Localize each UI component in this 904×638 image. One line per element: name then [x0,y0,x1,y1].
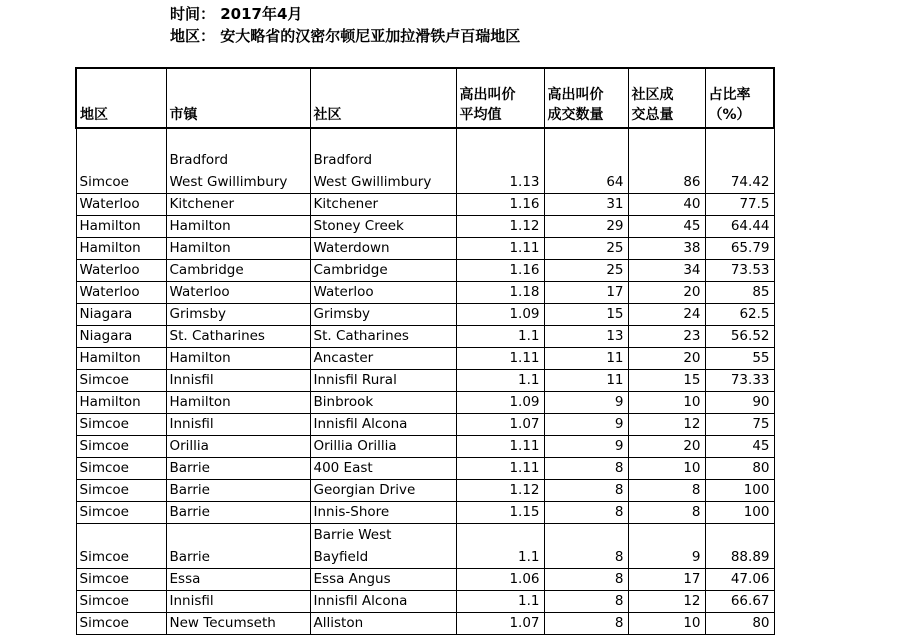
pct-cell: 75 [705,414,774,436]
community-cell [310,326,456,348]
community-cell-line: Alliston [313,615,364,631]
table-row [76,370,774,392]
column-header-line2: 交总量 [631,107,674,123]
total-cell: 9 [628,524,705,569]
total-cell: 12 [628,414,705,436]
region-cell: Simcoe [76,591,166,613]
town-cell [166,194,310,216]
avg-cell: 1.11 [456,436,544,458]
column-header-total [628,68,705,128]
avg-cell: 1.1 [456,524,544,569]
count-cell: 64 [544,128,628,194]
count-cell: 8 [544,480,628,502]
count-cell: 8 [544,591,628,613]
community-cell [310,458,456,480]
community-cell-line: Grimsby [313,306,371,322]
community-cell-line: Innisfil Alcona [313,593,408,609]
column-header-line2: （%） [708,107,751,123]
count-cell: 25 [544,260,628,282]
town-cell-line: Barrie [169,460,210,476]
town-cell-line: Barrie [169,549,210,565]
column-header-line2: 社区 [313,107,342,123]
town-cell [166,569,310,591]
community-cell-line: Cambridge [313,262,388,278]
community-cell [310,216,456,238]
total-cell: 10 [628,613,705,635]
count-cell: 15 [544,304,628,326]
table-header [76,68,774,128]
total-cell: 20 [628,436,705,458]
town-cell [166,348,310,370]
column-header-pct [705,68,774,128]
avg-cell: 1.06 [456,569,544,591]
region-line: 地区： 安大略省的汉密尔顿尼亚加拉滑铁卢百瑞地区 [170,27,521,45]
column-header-line2: 市镇 [169,107,198,123]
table-row [76,502,774,524]
community-cell-line: West Gwillimbury [313,174,432,190]
town-cell-line: Hamilton [169,394,231,410]
town-cell [166,480,310,502]
avg-cell: 1.16 [456,194,544,216]
town-cell [166,216,310,238]
community-cell-line: Bayfield [313,549,369,565]
pct-cell: 66.67 [705,591,774,613]
town-cell [166,613,310,635]
town-cell-line: Orillia [169,438,209,454]
town-cell-line: St. Catharines [169,328,265,344]
town-cell [166,524,310,569]
town-cell-line: Kitchener [169,196,235,212]
town-cell-line: Bradford [169,152,229,168]
total-cell: 86 [628,128,705,194]
town-cell-line: Waterloo [169,284,230,300]
total-cell: 20 [628,348,705,370]
community-cell-line: Innisfil Alcona [313,416,408,432]
table-row [76,414,774,436]
total-cell: 40 [628,194,705,216]
count-cell: 9 [544,414,628,436]
column-header-count [544,68,628,128]
town-cell-line: Hamilton [169,350,231,366]
column-header-line2: 地区 [80,107,108,123]
total-cell: 10 [628,392,705,414]
community-cell-line: Innisfil Rural [313,372,397,388]
table-row [76,216,774,238]
community-cell [310,238,456,260]
community-cell [310,480,456,502]
column-header-avg [456,68,544,128]
count-cell: 25 [544,238,628,260]
region-cell: Simcoe [76,480,166,502]
total-cell: 34 [628,260,705,282]
community-cell-line: Innis-Shore [313,504,390,520]
town-cell [166,304,310,326]
pct-cell: 47.06 [705,569,774,591]
region-cell: Waterloo [76,260,166,282]
avg-cell: 1.18 [456,282,544,304]
community-cell-line: Bradford [313,152,373,168]
community-cell [310,436,456,458]
region-cell: Waterloo [76,194,166,216]
total-cell: 23 [628,326,705,348]
table-row [76,348,774,370]
count-cell: 29 [544,216,628,238]
column-header-line1: 高出叫价 [547,87,604,103]
region-cell: Simcoe [76,502,166,524]
total-cell: 15 [628,370,705,392]
total-cell: 12 [628,591,705,613]
town-cell [166,502,310,524]
table-row [76,458,774,480]
count-cell: 11 [544,348,628,370]
table-row [76,591,774,613]
town-cell [166,436,310,458]
count-cell: 17 [544,282,628,304]
community-cell [310,414,456,436]
avg-cell: 1.1 [456,326,544,348]
community-cell-line: Waterdown [313,240,390,256]
count-cell: 9 [544,392,628,414]
table-row [76,436,774,458]
community-cell-line: Binbrook [313,394,374,410]
community-cell [310,348,456,370]
table-row [76,304,774,326]
community-cell [310,591,456,613]
table-row [76,480,774,502]
town-cell-line: West Gwillimbury [169,174,288,190]
total-cell: 8 [628,502,705,524]
community-cell [310,282,456,304]
count-cell: 13 [544,326,628,348]
avg-cell: 1.11 [456,348,544,370]
time-line: 时间： 2017年4月 [170,5,303,23]
table-row [76,392,774,414]
header-row [76,68,774,128]
total-cell: 10 [628,458,705,480]
town-cell [166,260,310,282]
region-cell: Waterloo [76,282,166,304]
region-cell: Simcoe [76,458,166,480]
community-cell [310,524,456,569]
pct-cell: 45 [705,436,774,458]
town-cell [166,414,310,436]
table-row [76,524,774,569]
avg-cell: 1.09 [456,392,544,414]
table-row [76,613,774,635]
region-cell: Hamilton [76,216,166,238]
table-row [76,238,774,260]
column-header-line1: 社区成 [631,87,674,103]
avg-cell: 1.11 [456,238,544,260]
town-cell [166,392,310,414]
pct-cell: 62.5 [705,304,774,326]
region-cell: Niagara [76,326,166,348]
town-cell-line: Innisfil [169,593,214,609]
column-header-town [166,68,310,128]
column-header-line2: 成交数量 [547,107,604,123]
pct-cell: 100 [705,502,774,524]
total-cell: 38 [628,238,705,260]
pct-cell: 55 [705,348,774,370]
town-cell [166,591,310,613]
table-row [76,194,774,216]
pct-cell: 64.44 [705,216,774,238]
town-cell [166,370,310,392]
count-cell: 9 [544,436,628,458]
table-body [76,128,774,635]
count-cell: 8 [544,569,628,591]
community-cell [310,128,456,194]
region-cell: Niagara [76,304,166,326]
column-header-region [76,68,166,128]
town-cell-line: Barrie [169,482,210,498]
pct-cell: 85 [705,282,774,304]
community-cell-line: Stoney Creek [313,218,404,234]
total-cell: 8 [628,480,705,502]
community-cell [310,569,456,591]
town-cell [166,238,310,260]
column-header-line1: 占比率 [708,87,751,103]
town-cell-line: Grimsby [169,306,227,322]
table-row [76,128,774,194]
pct-cell: 90 [705,392,774,414]
count-cell: 8 [544,502,628,524]
pct-cell: 88.89 [705,524,774,569]
avg-cell: 1.07 [456,414,544,436]
total-cell: 24 [628,304,705,326]
town-cell-line: Hamilton [169,240,231,256]
community-cell [310,194,456,216]
region-cell: Hamilton [76,238,166,260]
town-cell-line: Cambridge [169,262,244,278]
community-cell [310,613,456,635]
community-cell [310,370,456,392]
community-cell-line: Ancaster [313,350,374,366]
table-row [76,326,774,348]
community-cell [310,304,456,326]
town-cell [166,458,310,480]
community-cell-line: Kitchener [313,196,379,212]
pct-cell: 65.79 [705,238,774,260]
region-cell: Simcoe [76,613,166,635]
region-cell: Simcoe [76,414,166,436]
town-cell-line: Essa [169,571,201,587]
count-cell: 8 [544,613,628,635]
town-cell-line: Innisfil [169,372,214,388]
community-cell-line: Georgian Drive [313,482,416,498]
count-cell: 8 [544,524,628,569]
community-cell [310,392,456,414]
avg-cell: 1.07 [456,613,544,635]
table-row [76,282,774,304]
town-cell-line: New Tecumseth [169,615,276,631]
pct-cell: 74.42 [705,128,774,194]
region-cell: Simcoe [76,128,166,194]
region-cell: Simcoe [76,370,166,392]
column-header-line1: 高出叫价 [459,87,516,103]
region-cell: Simcoe [76,436,166,458]
count-cell: 8 [544,458,628,480]
pct-cell: 80 [705,613,774,635]
pct-cell: 73.53 [705,260,774,282]
community-cell-line: 400 East [313,460,373,476]
town-cell-line: Hamilton [169,218,231,234]
avg-cell: 1.12 [456,216,544,238]
region-cell: Hamilton [76,348,166,370]
pct-cell: 77.5 [705,194,774,216]
community-cell [310,260,456,282]
total-cell: 17 [628,569,705,591]
community-cell-line: Waterloo [313,284,374,300]
count-cell: 31 [544,194,628,216]
town-cell [166,282,310,304]
town-cell [166,128,310,194]
total-cell: 20 [628,282,705,304]
avg-cell: 1.15 [456,502,544,524]
pct-cell: 56.52 [705,326,774,348]
community-cell-line: St. Catharines [313,328,409,344]
avg-cell: 1.1 [456,591,544,613]
community-cell [310,502,456,524]
avg-cell: 1.09 [456,304,544,326]
avg-cell: 1.12 [456,480,544,502]
town-cell [166,326,310,348]
community-cell-line: Essa Angus [313,571,391,587]
table-row [76,260,774,282]
column-header-community [310,68,456,128]
count-cell: 11 [544,370,628,392]
table-row [76,569,774,591]
column-header-line2: 平均值 [459,107,502,123]
data-table [75,67,775,635]
town-cell-line: Innisfil [169,416,214,432]
avg-cell: 1.11 [456,458,544,480]
community-cell-line: Barrie West [313,527,392,543]
pct-cell: 73.33 [705,370,774,392]
region-cell: Hamilton [76,392,166,414]
avg-cell: 1.16 [456,260,544,282]
pct-cell: 80 [705,458,774,480]
avg-cell: 1.1 [456,370,544,392]
pct-cell: 100 [705,480,774,502]
region-cell: Simcoe [76,569,166,591]
total-cell: 45 [628,216,705,238]
avg-cell: 1.13 [456,128,544,194]
community-cell-line: Orillia Orillia [313,438,397,454]
town-cell-line: Barrie [169,504,210,520]
region-cell: Simcoe [76,524,166,569]
